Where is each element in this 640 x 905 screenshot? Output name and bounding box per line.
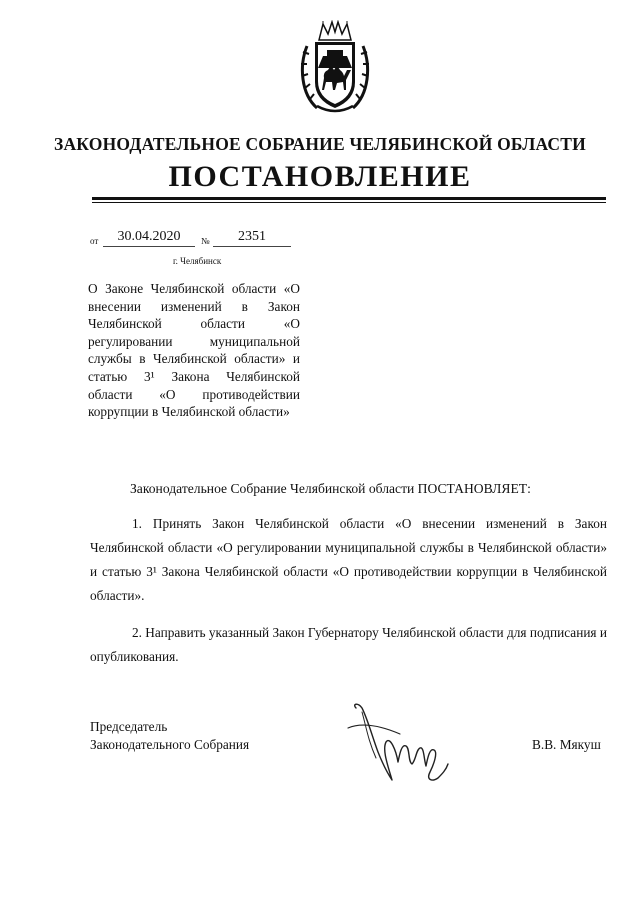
header-rule-thick <box>92 197 606 200</box>
signatory-position-line-1: Председатель <box>90 719 168 734</box>
header-rule-thin <box>92 202 606 203</box>
document-date: 30.04.2020 <box>117 229 181 244</box>
document-subject: О Законе Челябинской области «О внесении изменений в Закон Челябинской области «О регулировании муниципальной службы в Челябинской области» и статью 3¹ Закона Челябинской области «О противодействии коррупции в Челябинской области» <box>88 281 300 420</box>
date-prefix: от <box>90 236 99 246</box>
signatory-position-line-2: Законодательного Собрания <box>90 737 250 752</box>
resolution-paragraph-1 <box>90 512 607 608</box>
preamble: Законодательное Собрание Челябинской области ПОСТАНОВЛЯЕТ: <box>130 481 531 496</box>
paragraph-2-text: 2. Направить указанный Закон Губернатору Челябинской области для подписания и опубликования. <box>90 625 607 664</box>
document-number: 2351 <box>238 229 266 244</box>
coat-of-arms-icon <box>297 20 373 120</box>
document-type-title: ПОСТАНОВЛЕНИЕ <box>168 160 472 193</box>
organization-name: ЗАКОНОДАТЕЛЬНОЕ СОБРАНИЕ ЧЕЛЯБИНСКОЙ ОБЛАСТИ <box>54 134 586 154</box>
resolution-paragraph-2 <box>90 621 607 669</box>
signatory-name: В.В. Мякуш <box>532 737 601 752</box>
number-underline <box>213 246 291 247</box>
city-name: г. Челябинск <box>173 256 222 266</box>
number-sign: № <box>201 236 210 246</box>
date-underline <box>103 246 195 247</box>
handwritten-signature <box>342 700 454 786</box>
paragraph-1-text: 1. Принять Закон Челябинской области «О внесении изменений в Закон Челябинской области «О регулировании муниципальной службы в Челябинской области» и статью 3¹ Закона Челябинской области «О противодействии коррупции в Челябинской области». <box>90 516 607 603</box>
